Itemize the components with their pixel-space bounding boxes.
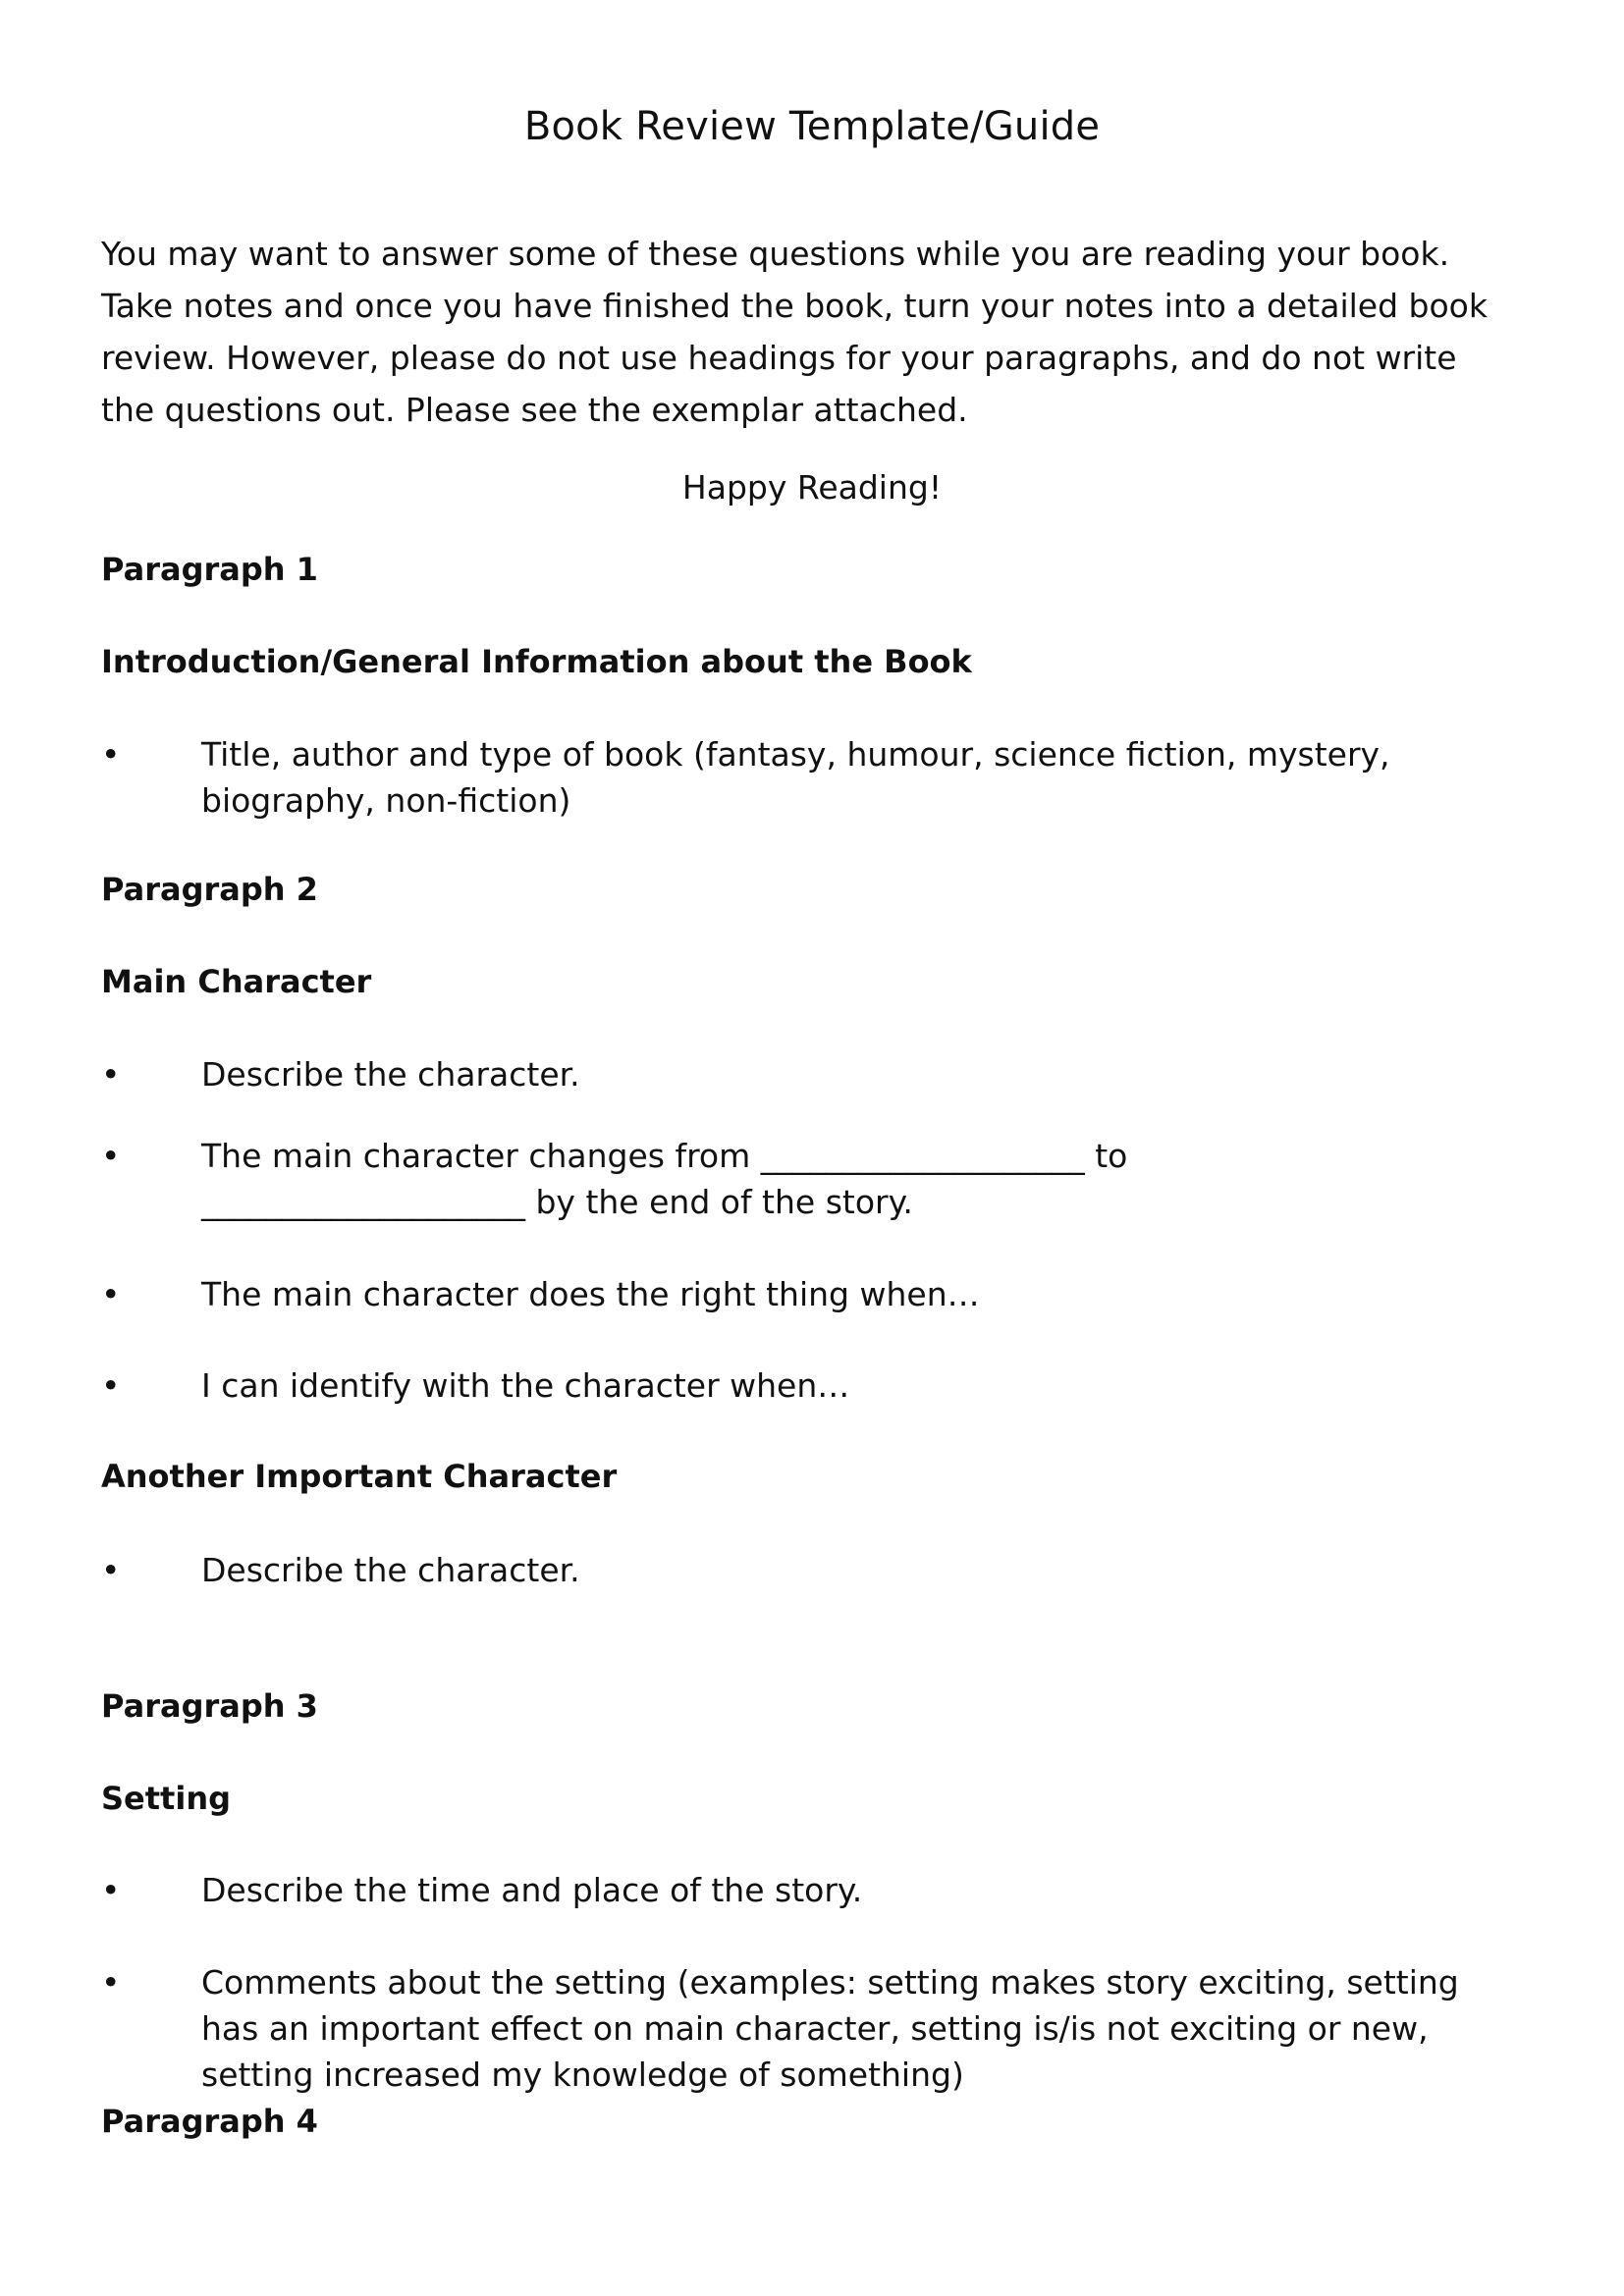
page-title: Book Review Template/Guide (523, 104, 1101, 149)
paragraph-3-subheading: Setting (101, 1780, 231, 1817)
bullet-icon: • (101, 735, 121, 774)
paragraph-2-heading: Paragraph 2 (101, 871, 318, 908)
bullet-text: The main character changes from ____________________ to ____________________ by the end of the story. (201, 1137, 1128, 1221)
bullet-text: The main character does the right thing when… (201, 1275, 980, 1313)
bullet-text: Comments about the setting (examples: setting makes story exciting, setting has an important effect on main character, setting is/is not exciting or new, setting increased my knowledge of something) (201, 1963, 1470, 2094)
bullet-text: I can identify with the character when… (201, 1366, 850, 1405)
bullet-text: Title, author and type of book (fantasy, humour, science fiction, mystery, biography, non-fiction) (201, 735, 1401, 820)
bullet-text: Describe the time and place of the story. (201, 1871, 863, 1909)
bullet-icon: • (101, 1366, 121, 1405)
bullet-icon: • (101, 1055, 121, 1094)
bullet-icon: • (101, 1871, 121, 1909)
paragraph-4-heading: Paragraph 4 (101, 2103, 318, 2140)
paragraph-1-subheading: Introduction/General Information about the Book (101, 643, 972, 680)
bullet-icon: • (101, 1137, 121, 1175)
bullet-icon: • (101, 1275, 121, 1313)
another-character-subheading: Another Important Character (101, 1458, 618, 1495)
paragraph-1-heading: Paragraph 1 (101, 551, 318, 588)
paragraph-3-heading: Paragraph 3 (101, 1687, 318, 1725)
bullet-text: Describe the character. (201, 1551, 580, 1589)
bullet-text: Describe the character. (201, 1055, 580, 1094)
intro-text: You may want to answer some of these questions while you are reading your book. Take notes and once you have finished the book, turn your notes into a detailed book review. However, please do not use headings for your paragraphs, and do not write the questions out. Please see the exemplar attached. (101, 235, 1488, 429)
paragraph-2-subheading: Main Character (101, 963, 372, 1000)
bullet-icon: • (101, 1551, 121, 1589)
bullet-icon: • (101, 1963, 121, 2002)
happy-reading-text: Happy Reading! (681, 468, 943, 507)
